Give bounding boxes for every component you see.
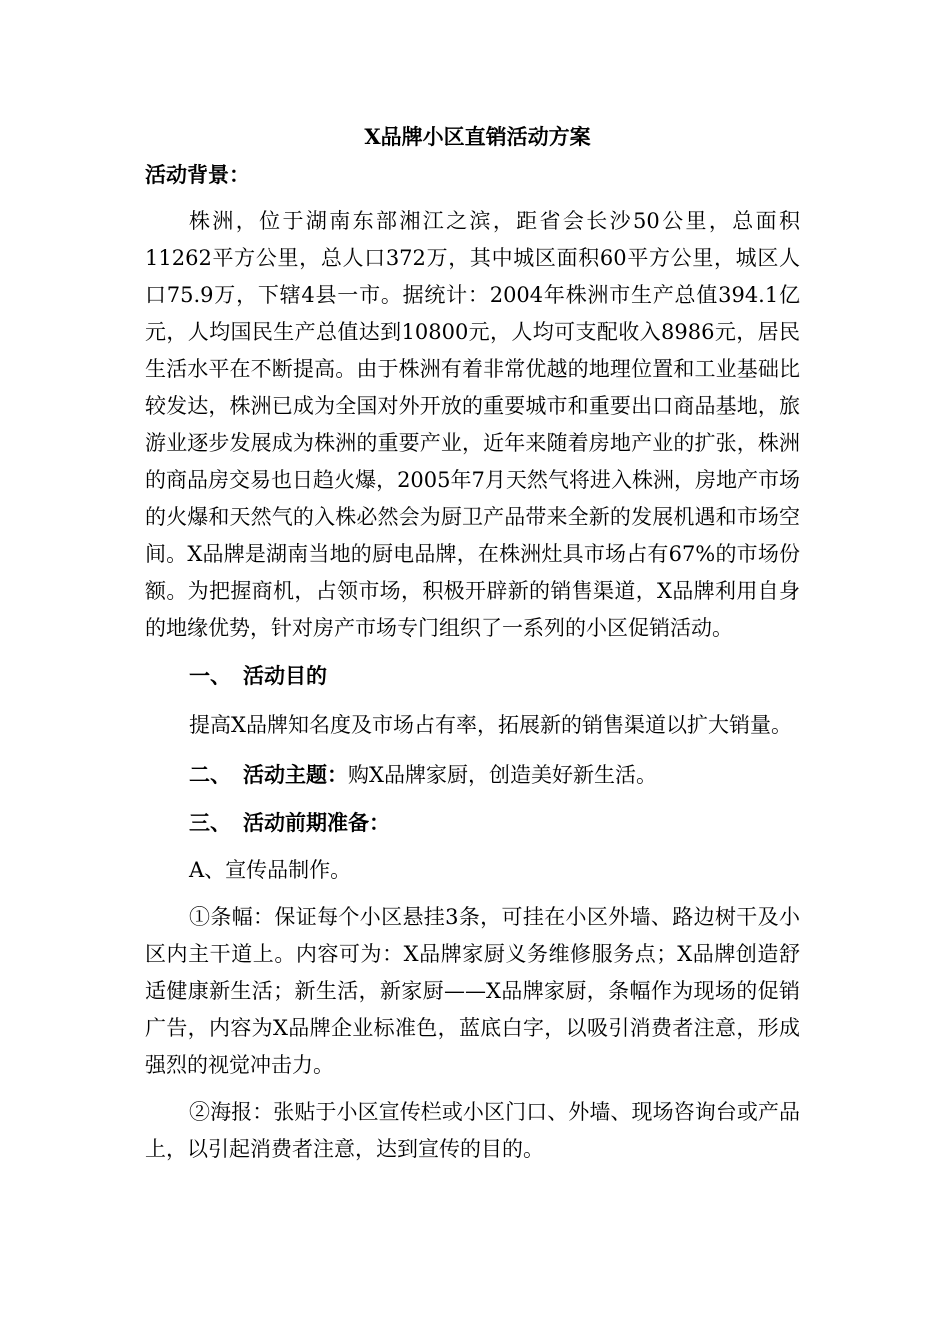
section-2-body: 购X品牌家厨，创造美好新生活。 xyxy=(348,763,657,787)
section-3-title: 活动前期准备： xyxy=(243,810,390,835)
background-label: 活动背景： xyxy=(145,162,250,187)
section-1-heading xyxy=(145,657,800,695)
section-1-title: 活动目的 xyxy=(243,663,327,688)
section-1-number: 一、 xyxy=(189,663,231,688)
section-3-item-2: ②海报：张贴于小区宣传栏或小区门口、外墙、现场咨询台或产品上，以引起消费者注意，达到宣传的目的。 xyxy=(145,1100,800,1161)
section-3-item-1: ①条幅：保证每个小区悬挂3条，可挂在小区外墙、路边树干及小区内主干道上。内容可为：X品牌家厨义务维修服务点；X品牌创造舒适健康新生活；新生活，新家厨——X品牌家厨，条幅作为现场的促销广告，内容为X品牌企业标准色，蓝底白字，以吸引消费者注意，形成强烈的视觉冲击力。 xyxy=(145,905,800,1077)
section-3-sub-a: A、宣传品制作。 xyxy=(189,858,352,882)
section-2-number: 二、 xyxy=(189,762,231,787)
section-1-body: 提高X品牌知名度及市场占有率，拓展新的销售渠道以扩大销量。 xyxy=(189,713,792,737)
section-3-number: 三、 xyxy=(189,810,231,835)
section-2-heading xyxy=(145,756,800,794)
document-title: X品牌小区直销活动方案 xyxy=(364,124,591,149)
section-2-title: 活动主题： xyxy=(243,762,348,787)
background-paragraph: 株洲，位于湖南东部湘江之滨，距省会长沙50公里，总面积11262平方公里，总人口372万，其中城区面积60平方公里，城区人口75.9万，下辖4县一市。据统计：2004年株洲市生产总值394.1亿元，人均国民生产总值达到10800元，人均可支配收入8986元，居民生活水平在不断提高。由于株洲有着非常优越的地理位置和工业基础比较发达，株洲已成为全国对外开放的重要城市和重要出口商品基地，旅游业逐步发展成为株洲的重要产业，近年来随着房地产业的扩张，株洲的商品房交易也日趋火爆，2005年7月天然气将进入株洲，房地产市场的火爆和天然气的入株必然会为厨卫产品带来全新的发展机遇和市场空间。X品牌是湖南当地的厨电品牌，在株洲灶具市场占有67%的市场份额。为把握商机，占领市场，积极开辟新的销售渠道，X品牌利用自身的地缘优势，针对房产市场专门组织了一系列的小区促销活动。 xyxy=(145,209,800,640)
section-3-heading xyxy=(145,804,800,842)
